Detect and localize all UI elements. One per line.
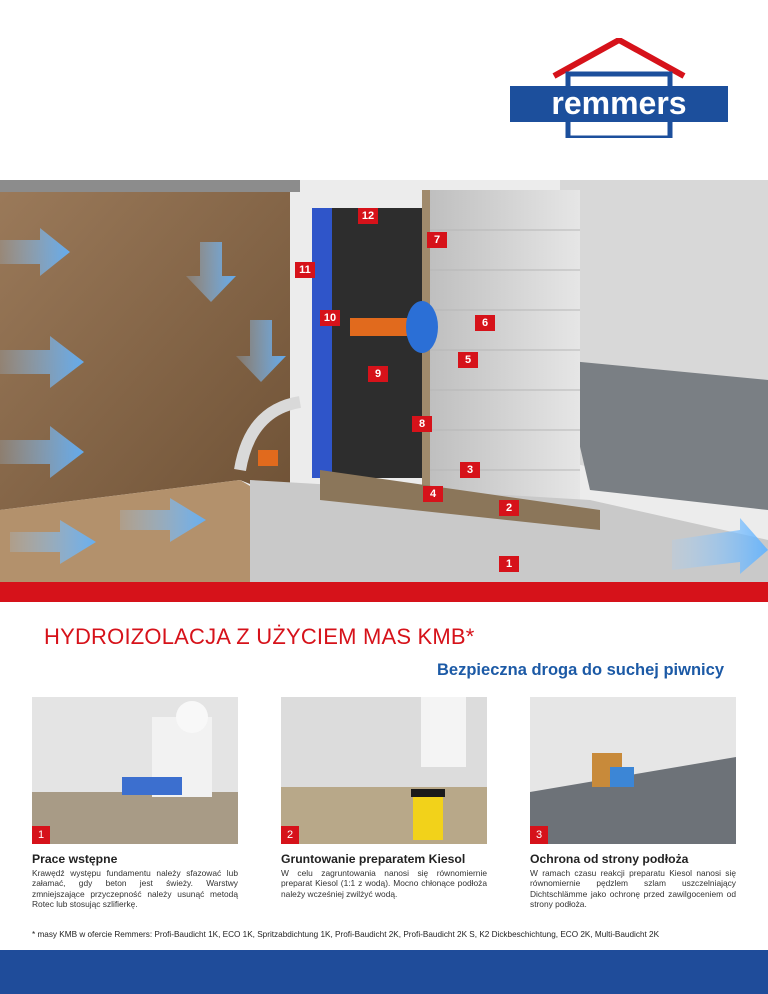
callout-7: 7	[427, 232, 447, 248]
step-3-title: Ochrona od strony podłoża	[530, 852, 689, 866]
step-2-text: W celu zagruntowania nanosi się równomiernie preparat Kiesol (1:1 z wodą). Mocno chłonące podłoża należy wcześniej zwilżyć wodą.	[281, 868, 487, 899]
footnote: * masy KMB w ofercie Remmers: Profi-Baudicht 1K, ECO 1K, Spritzabdichtung 1K, Profi-Baudicht 2K, Profi-Baudicht 2K S, K2 Dickbeschichtung, ECO 2K, Multi-Baudicht 2K	[32, 930, 660, 939]
callout-6: 6	[475, 315, 495, 331]
callout-3: 3	[460, 462, 480, 478]
page-subheadline: Bezpieczna droga do suchej piwnicy	[437, 661, 724, 679]
step-1-text: Krawędź występu fundamentu należy sfazować lub załamać, gdy beton jest świeży. Warstwy zmniejszające przyczepność należy usunąć metodą Rotec lub stosując szlifierkę.	[32, 868, 238, 910]
step-photo-1	[32, 697, 238, 844]
step-2-title: Gruntowanie preparatem Kiesol	[281, 852, 466, 866]
step-photo-number: 1	[32, 826, 50, 844]
red-divider-bar	[0, 582, 768, 602]
callout-4: 4	[423, 486, 443, 502]
callout-9: 9	[368, 366, 388, 382]
callout-5: 5	[458, 352, 478, 368]
step-3-text: W ramach czasu reakcji preparatu Kiesol nanosi się równomiernie pędzlem szlam uszczelniający Dichtschlämme jako ochronę przed zawilgoceniem od strony podłoża.	[530, 868, 736, 910]
callout-8: 8	[412, 416, 432, 432]
callout-1: 1	[499, 556, 519, 572]
step-1-title: Prace wstępne	[32, 852, 118, 866]
bottom-blue-bar	[0, 950, 768, 994]
callout-12: 12	[358, 208, 378, 224]
step-photo-number: 3	[530, 826, 548, 844]
callout-10: 10	[320, 310, 340, 326]
remmers-logo	[510, 38, 728, 138]
page-headline: HYDROIZOLACJA Z UŻYCIEM MAS KMB*	[44, 624, 475, 649]
step-photo-number: 2	[281, 826, 299, 844]
logo-wordmark: remmers	[551, 85, 687, 121]
callout-2: 2	[499, 500, 519, 516]
callout-11: 11	[295, 262, 315, 278]
basement-waterproofing-illustration	[0, 180, 768, 600]
step-photo-2	[281, 697, 487, 844]
step-photo-3	[530, 697, 736, 844]
